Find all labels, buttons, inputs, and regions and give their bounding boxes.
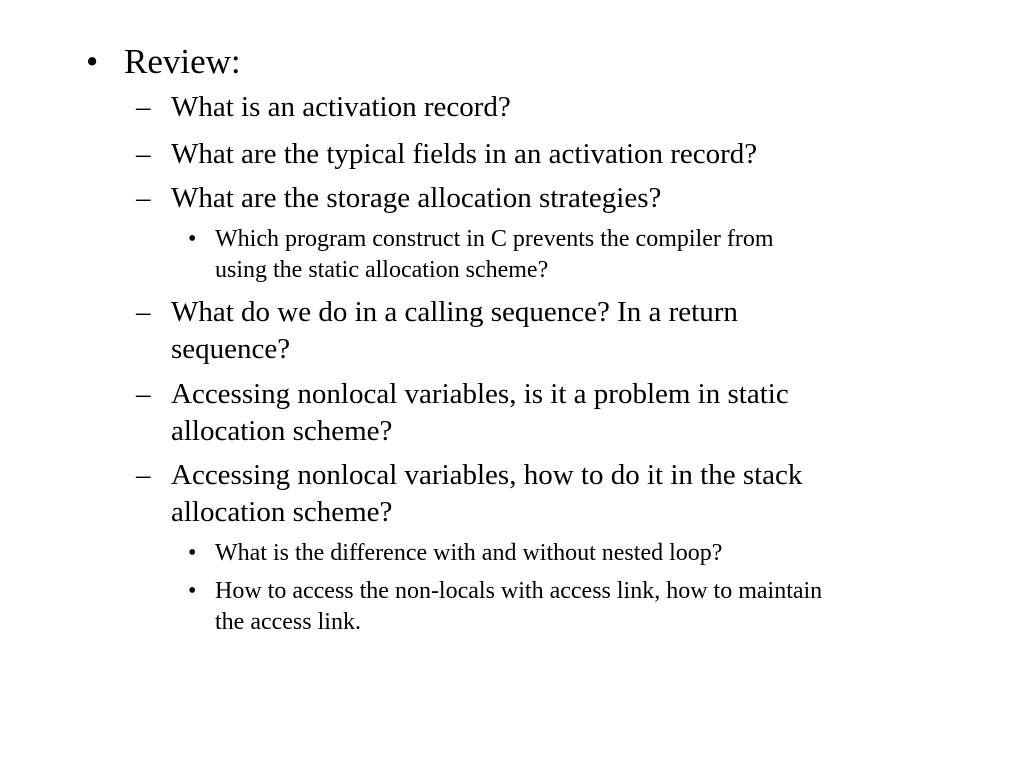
sub-list-item-line2: the access link.: [215, 609, 361, 635]
sub-list-item-line1: How to access the non-locals with access link, how to maintain: [215, 578, 823, 604]
dash-marker: –: [136, 296, 151, 328]
list-item-line2: allocation scheme?: [171, 415, 393, 447]
list-item-line1: Accessing nonlocal variables, is it a problem in static: [171, 378, 789, 410]
sub-bullet-marker: •: [188, 540, 197, 566]
list-item: What are the typical fields in an activation record?: [171, 138, 758, 170]
dash-marker: –: [136, 138, 151, 170]
dash-marker: –: [136, 91, 151, 123]
sub-list-item-line1: Which program construct in C prevents the compiler from: [215, 226, 774, 252]
sub-list-item: What is the difference with and without nested loop?: [215, 540, 723, 566]
sub-bullet-marker: •: [188, 226, 197, 252]
list-item: What is an activation record?: [171, 91, 511, 123]
bullet-marker: •: [86, 42, 99, 81]
list-item: What are the storage allocation strategies?: [171, 182, 662, 214]
sub-bullet-marker: •: [188, 578, 197, 604]
list-item-line2: sequence?: [171, 333, 291, 365]
list-item-line2: allocation scheme?: [171, 496, 393, 528]
dash-marker: –: [136, 459, 151, 491]
slide-heading: Review:: [124, 42, 241, 81]
list-item-line1: Accessing nonlocal variables, how to do it in the stack: [171, 459, 803, 491]
list-item-line1: What do we do in a calling sequence? In a return: [171, 296, 738, 328]
sub-list-item-line2: using the static allocation scheme?: [215, 257, 549, 283]
dash-marker: –: [136, 378, 151, 410]
dash-marker: –: [136, 182, 151, 214]
